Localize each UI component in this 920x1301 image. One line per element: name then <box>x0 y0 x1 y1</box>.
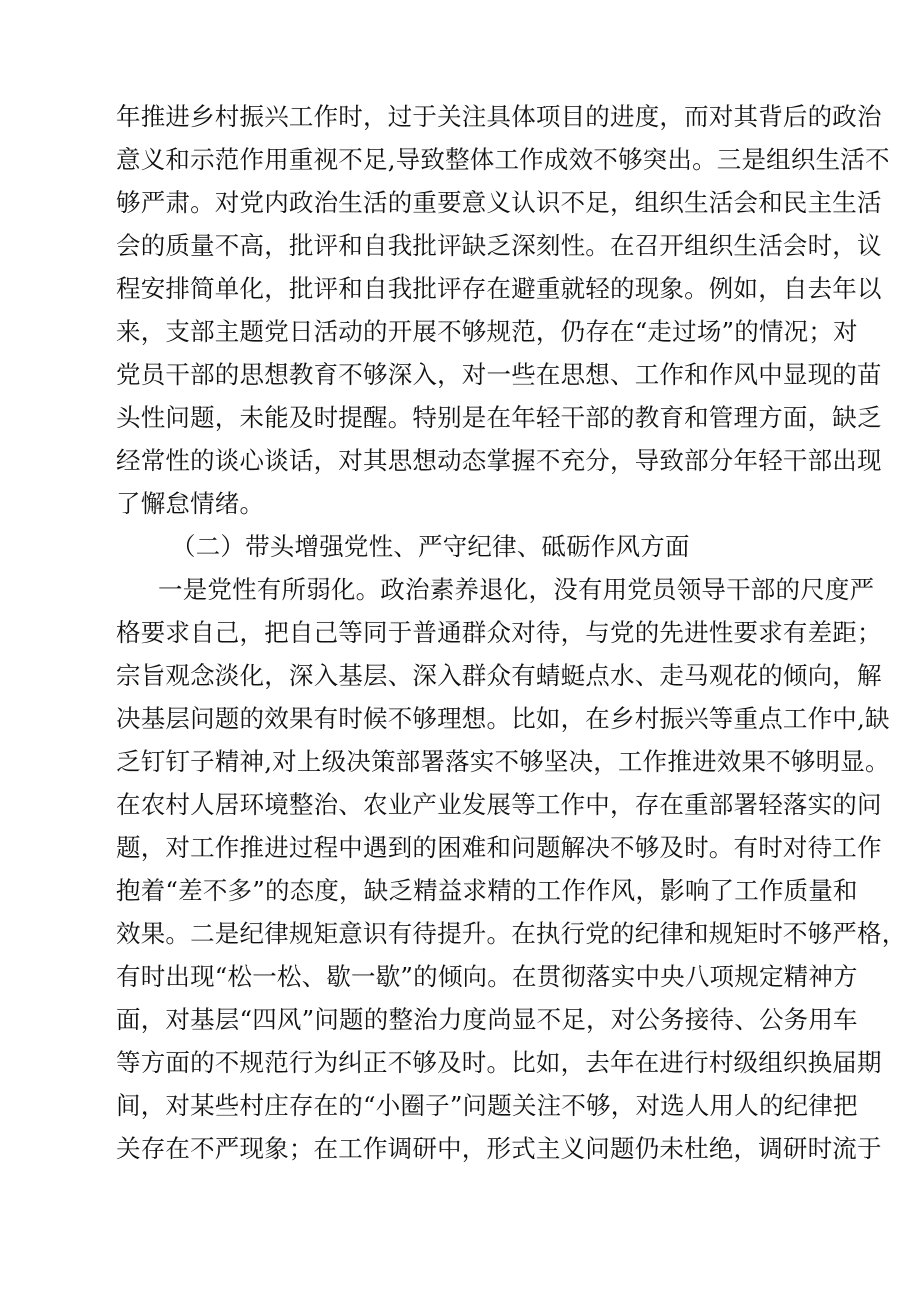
text-line: 经常性的谈心谈话，对其思想动态掌握不充分，导致部分年轻干部出现 <box>116 446 882 475</box>
text-line: 宗旨观念淡化，深入基层、深入群众有蜻蜓点水、走马观花的倾向，解 <box>116 661 882 690</box>
text-line: 等方面的不规范行为纠正不够及时。比如，去年在进行村级组织换届期 <box>116 1048 882 1077</box>
text-line: 党员干部的思想教育不够深入，对一些在思想、工作和作风中显现的苗 <box>116 360 882 389</box>
text-line: 意义和示范作用重视不足,导致整体工作成效不够突出。三是组织生活不 <box>116 145 890 174</box>
text-line: 关存在不严现象；在工作调研中，形式主义问题仍未杜绝，调研时流于 <box>116 1134 882 1163</box>
text-line: 在农村人居环境整治、农业产业发展等工作中，存在重部署轻落实的问 <box>116 790 882 819</box>
text-line: 够严肃。对党内政治生活的重要意义认识不足，组织生活会和民主生活 <box>116 188 882 217</box>
text-line: 面，对基层“四风”问题的整治力度尚显不足，对公务接待、公务用车 <box>116 1005 858 1034</box>
text-line: 程安排简单化，批评和自我批评存在避重就轻的现象。例如，自去年以 <box>116 274 882 303</box>
text-line: 抱着“差不多”的态度，缺乏精益求精的工作作风，影响了工作质量和 <box>116 876 858 905</box>
text-line: 格要求自己，把自己等同于普通群众对待，与党的先进性要求有差距； <box>116 618 882 647</box>
section-heading: （二）带头增强党性、严守纪律、砥砺作风方面 <box>171 532 690 561</box>
text-line: 来，支部主题党日活动的开展不够规范，仍存在“走过场”的情况；对 <box>116 317 858 346</box>
text-line: 题，对工作推进过程中遇到的困难和问题解决不够及时。有时对待工作 <box>116 833 882 862</box>
text-line: 了懈怠情绪。 <box>116 489 265 518</box>
text-line: 效果。二是纪律规矩意识有待提升。在执行党的纪律和规矩时不够严格， <box>116 919 907 948</box>
text-line: 间，对某些村庄存在的“小圈子”问题关注不够，对选人用人的纪律把 <box>116 1091 858 1120</box>
text-line: 年推进乡村振兴工作时，过于关注具体项目的进度，而对其背后的政治 <box>116 102 882 131</box>
text-line: 决基层问题的效果有时候不够理想。比如，在乡村振兴等重点工作中,缺 <box>116 704 890 733</box>
text-line: 头性问题，未能及时提醒。特别是在年轻干部的教育和管理方面，缺乏 <box>116 403 882 432</box>
text-line: 有时出现“松一松、歇一歇”的倾向。在贯彻落实中央八项规定精神方 <box>116 962 858 991</box>
text-line: 乏钉钉子精神,对上级决策部署落实不够坚决，工作推进效果不够明显。 <box>116 747 890 776</box>
paragraph-first-line: 一是党性有所弱化。政治素养退化，没有用党员领导干部的尺度严 <box>158 575 875 604</box>
text-line: 会的质量不高，批评和自我批评缺乏深刻性。在召开组织生活会时，议 <box>116 231 882 260</box>
